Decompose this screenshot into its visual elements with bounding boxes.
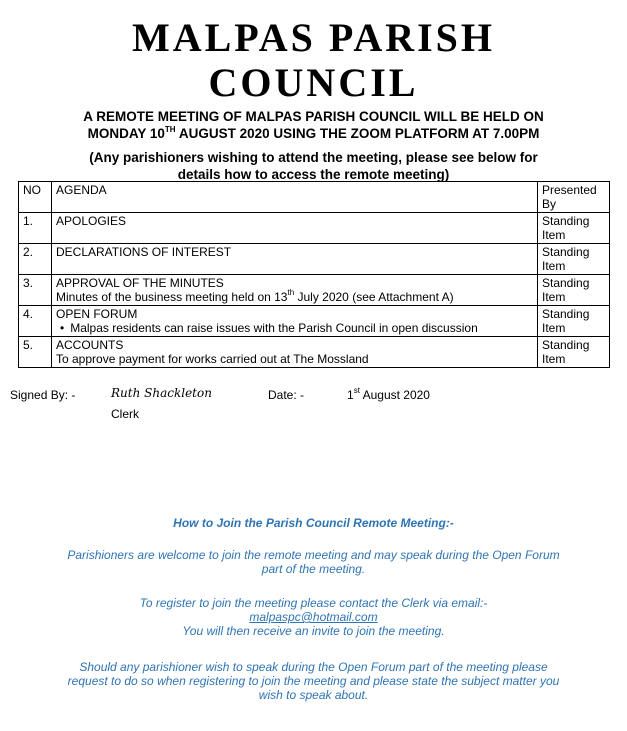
- signer-role: Clerk: [111, 407, 140, 421]
- meeting-notice-line2: [20, 125, 607, 142]
- register-line3: You will then receive an invite to join the meeting.: [182, 624, 445, 638]
- minutes-detail-end: July 2020 (see Attachment A): [294, 290, 454, 304]
- agenda-detail: [56, 290, 533, 304]
- agenda-detail: To approve payment for works carried out at The Mossland: [56, 352, 369, 366]
- signed-date: [347, 388, 430, 402]
- speak-line3: wish to speak about.: [258, 688, 369, 702]
- speak-line1: Should any parishioner wish to speak during the Open Forum part of the meeting please: [79, 660, 548, 674]
- join-heading: How to Join the Parish Council Remote Meeting:-: [173, 516, 454, 530]
- agenda-title: DECLARATIONS OF INTEREST: [52, 244, 538, 275]
- council-title-line1: MALPAS PARISH: [131, 15, 496, 60]
- agenda-row: [19, 244, 610, 275]
- agenda-no: 5.: [19, 337, 52, 368]
- register-line1: To register to join the meeting please contact the Clerk via email:-: [139, 596, 488, 610]
- agenda-no: 3.: [19, 275, 52, 306]
- agenda-no: 4.: [19, 306, 52, 337]
- agenda-item: [52, 275, 538, 306]
- clerk-email-link[interactable]: malpaspc@hotmail.com: [249, 610, 378, 624]
- join-paragraph-welcome: [20, 548, 607, 576]
- agenda-title: APPROVAL OF THE MINUTES: [56, 276, 224, 290]
- join-paragraph-speak: [20, 660, 607, 702]
- signature: Ruth Shackleton: [111, 386, 212, 400]
- notice-date-suffix: TH: [164, 124, 176, 134]
- agenda-row: [19, 306, 610, 337]
- agenda-no: 2.: [19, 244, 52, 275]
- council-title-line2: COUNCIL: [208, 60, 419, 105]
- header-agenda: AGENDA: [52, 182, 538, 213]
- speak-line2: request to do so when registering to join the meeting and please state the subject matter you: [67, 674, 560, 688]
- agenda-bullet: • Malpas residents can raise issues with the Parish Council in open discussion: [56, 321, 533, 335]
- notice-date-day: MONDAY 10: [87, 126, 165, 141]
- agenda-title: APOLOGIES: [52, 213, 538, 244]
- welcome-line1: Parishioners are welcome to join the remote meeting and may speak during the Open Forum: [67, 548, 560, 562]
- agenda-no: 1.: [19, 213, 52, 244]
- signed-date-rest: August 2020: [359, 388, 430, 402]
- access-note-line1: (Any parishioners wishing to attend the meeting, please see below for: [89, 150, 538, 165]
- header-no: NO: [19, 182, 52, 213]
- notice-date-rest: AUGUST 2020 USING THE ZOOM PLATFORM AT 7.00PM: [175, 126, 540, 141]
- agenda-presented: Standing Item: [538, 275, 610, 306]
- agenda-table: [18, 181, 610, 368]
- minutes-detail-start: Minutes of the business meeting held on 13: [56, 290, 288, 304]
- date-label: Date: -: [268, 388, 305, 402]
- agenda-presented: Standing Item: [538, 306, 610, 337]
- agenda-presented: Standing Item: [538, 244, 610, 275]
- agenda-presented: Standing Item: [538, 337, 610, 368]
- minutes-date-suffix: th: [287, 288, 295, 297]
- signed-date-day: 1: [347, 388, 354, 402]
- join-paragraph-register: [20, 596, 607, 638]
- agenda-title: OPEN FORUM: [56, 307, 138, 321]
- header-presented-by: Presented By: [538, 182, 610, 213]
- welcome-line2: part of the meeting.: [261, 562, 366, 576]
- access-note: [20, 149, 607, 183]
- signed-label: Signed By: -: [10, 388, 76, 402]
- signed-date-suffix: st: [353, 386, 360, 395]
- meeting-notice-line1: A REMOTE MEETING OF MALPAS PARISH COUNCIL WILL BE HELD ON: [83, 109, 544, 124]
- agenda-row: [19, 213, 610, 244]
- agenda-item: [52, 306, 538, 337]
- agenda-item: [52, 337, 538, 368]
- agenda-title: ACCOUNTS: [56, 338, 124, 352]
- agenda-header-row: [19, 182, 610, 213]
- agenda-row: [19, 337, 610, 368]
- agenda-presented: Standing Item: [538, 213, 610, 244]
- meeting-notice: [20, 108, 607, 142]
- agenda-row: [19, 275, 610, 306]
- access-note-line2: details how to access the remote meeting): [177, 167, 450, 182]
